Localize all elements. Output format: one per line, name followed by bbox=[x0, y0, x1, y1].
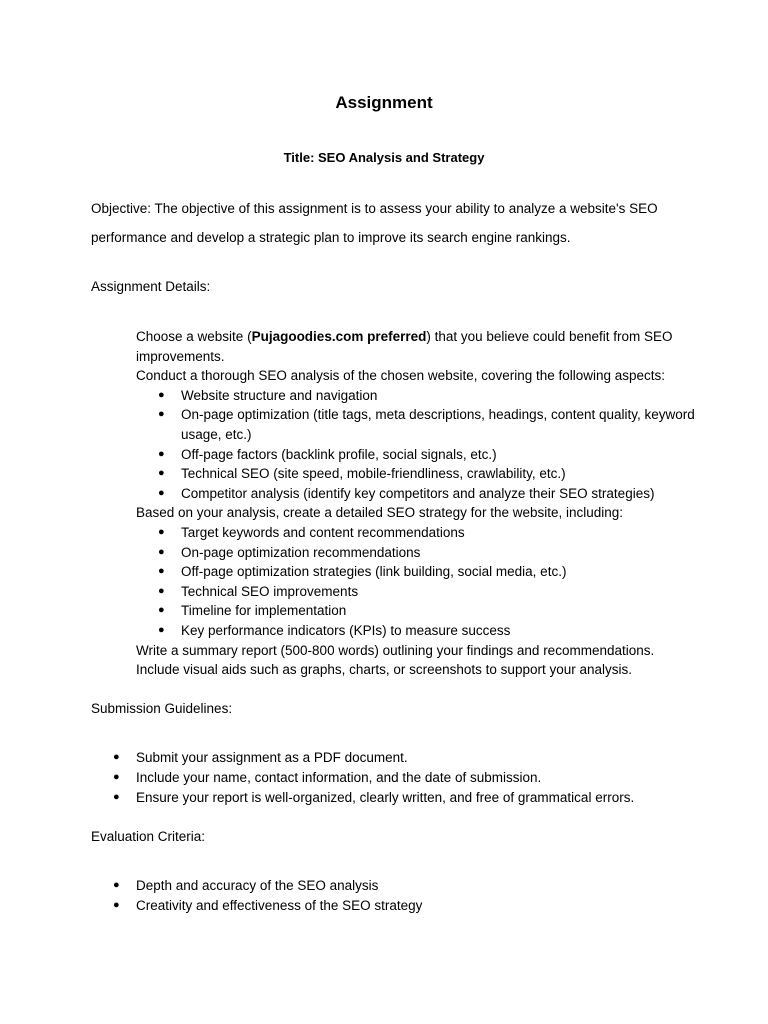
list-item-text: Competitor analysis (identify key competitors and analyze their SEO strategies) bbox=[181, 485, 655, 501]
bullet-icon: ● bbox=[158, 565, 165, 578]
assignment-details-label: Assignment Details: bbox=[91, 279, 211, 294]
assignment-steps bbox=[136, 327, 696, 680]
analysis-aspects-list bbox=[136, 386, 696, 504]
list-item-text: Include your name, contact information, and the date of submission. bbox=[136, 769, 542, 785]
submission-guidelines-list bbox=[91, 748, 711, 807]
list-item-text: Depth and accuracy of the SEO analysis bbox=[136, 878, 379, 893]
bullet-icon: ● bbox=[158, 584, 165, 597]
step-summary-report: Write a summary report (500-800 words) outlining your findings and recommendations. bbox=[136, 642, 655, 658]
bullet-icon: ● bbox=[158, 604, 165, 617]
list-item-text: Key performance indicators (KPIs) to measure success bbox=[181, 622, 511, 638]
bullet-icon: ● bbox=[158, 486, 165, 499]
step-create-strategy: Based on your analysis, create a detailed SEO strategy for the website, including: bbox=[136, 505, 624, 521]
list-item-text: On-page optimization (title tags, meta descriptions, headings, content quality, keyword usage, etc.) bbox=[181, 407, 695, 442]
list-item-text: Submit your assignment as a PDF document. bbox=[136, 750, 408, 765]
list-item bbox=[136, 601, 696, 621]
evaluation-criteria-label: Evaluation Criteria: bbox=[91, 829, 206, 844]
list-item bbox=[91, 896, 711, 916]
list-item bbox=[136, 464, 696, 484]
list-item-text: Technical SEO improvements bbox=[181, 583, 359, 599]
list-item bbox=[136, 582, 696, 602]
list-item bbox=[91, 788, 711, 808]
list-item-text: Website structure and navigation bbox=[181, 387, 378, 403]
step-choose-website-before: Choose a website ( bbox=[136, 329, 252, 344]
document-subtitle: Title: SEO Analysis and Strategy bbox=[283, 150, 485, 165]
list-item-text: Off-page factors (backlink profile, social signals, etc.) bbox=[181, 446, 497, 462]
bullet-icon: ● bbox=[158, 447, 165, 460]
list-item bbox=[136, 621, 696, 641]
step-visual-aids: Include visual aids such as graphs, charts, or screenshots to support your analysis. bbox=[136, 662, 632, 678]
list-item-text: Ensure your report is well-organized, clearly written, and free of grammatical errors. bbox=[136, 789, 635, 805]
list-item bbox=[91, 768, 711, 788]
list-item bbox=[136, 543, 696, 563]
bullet-icon: ● bbox=[158, 388, 165, 401]
list-item-text: Creativity and effectiveness of the SEO strategy bbox=[136, 897, 423, 913]
bullet-icon: ● bbox=[113, 790, 120, 803]
preferred-website: Pujagoodies.com preferred bbox=[251, 329, 427, 344]
list-item bbox=[136, 484, 696, 504]
submission-guidelines-label: Submission Guidelines: bbox=[91, 701, 233, 716]
step-choose-website-after: ) that you believe could benefit from SEO improvements. bbox=[136, 329, 673, 364]
list-item bbox=[91, 748, 711, 768]
list-item bbox=[136, 386, 696, 406]
strategy-items-list bbox=[136, 523, 696, 641]
list-item-text: On-page optimization recommendations bbox=[181, 544, 421, 560]
bullet-icon: ● bbox=[113, 879, 120, 891]
bullet-icon: ● bbox=[113, 770, 120, 783]
bullet-icon: ● bbox=[158, 467, 165, 480]
list-item bbox=[136, 562, 696, 582]
bullet-icon: ● bbox=[158, 545, 165, 558]
bullet-icon: ● bbox=[113, 898, 120, 911]
evaluation-criteria-list bbox=[91, 876, 711, 916]
bullet-icon: ● bbox=[158, 623, 165, 636]
list-item-text: Timeline for implementation bbox=[181, 603, 347, 619]
bullet-icon: ● bbox=[158, 525, 165, 538]
list-item bbox=[136, 445, 696, 465]
bullet-icon: ● bbox=[158, 408, 165, 421]
list-item bbox=[136, 523, 696, 543]
list-item-text: Off-page optimization strategies (link building, social media, etc.) bbox=[181, 564, 567, 580]
document-title: Assignment bbox=[335, 93, 433, 112]
objective-paragraph: Objective: The objective of this assignment is to assess your ability to analyze a website's SEO performance and develop a strategic plan to improve its search engine rankings. bbox=[91, 201, 658, 245]
list-item-text: Target keywords and content recommendations bbox=[181, 524, 465, 540]
step-choose-website bbox=[136, 327, 696, 366]
bullet-icon: ● bbox=[113, 751, 120, 763]
step-conduct-analysis: Conduct a thorough SEO analysis of the chosen website, covering the following aspects: bbox=[136, 368, 666, 384]
list-item bbox=[136, 405, 696, 444]
list-item bbox=[91, 876, 711, 896]
list-item-text: Technical SEO (site speed, mobile-friendliness, crawlability, etc.) bbox=[181, 466, 566, 482]
